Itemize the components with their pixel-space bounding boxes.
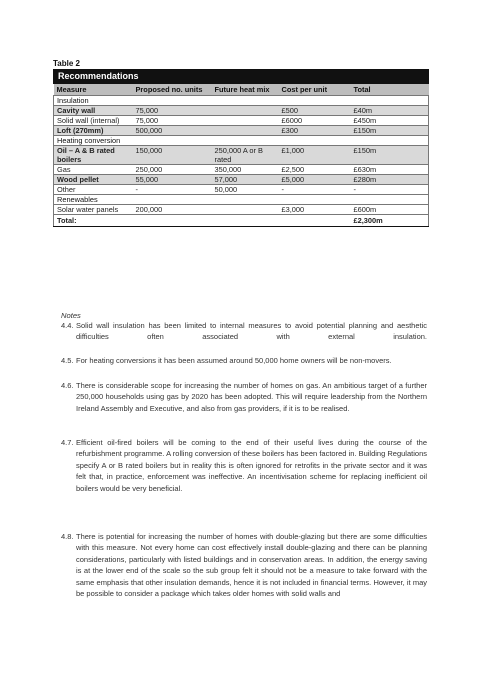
cell-measure: Solar water panels <box>54 205 133 215</box>
cell-units: 75,000 <box>133 106 212 116</box>
note-number: 4.7. <box>61 438 74 447</box>
total-value: £2,300m <box>351 215 429 227</box>
note-item <box>61 355 427 366</box>
cell-mix: 50,000 <box>212 185 279 195</box>
cell-total: £600m <box>351 205 429 215</box>
column-header: Proposed no. units <box>133 84 212 96</box>
cell-mix <box>212 116 279 126</box>
note-number: 4.6. <box>61 381 74 390</box>
column-header: Future heat mix <box>212 84 279 96</box>
cell-units: - <box>133 185 212 195</box>
column-header: Total <box>351 84 429 96</box>
column-header: Measure <box>54 84 133 96</box>
table-row <box>54 205 429 215</box>
cell-measure: Wood pellet <box>54 175 133 185</box>
cell-total: £40m <box>351 106 429 116</box>
total-empty-cell <box>279 215 351 227</box>
total-empty-cell <box>133 215 212 227</box>
cell-total: £150m <box>351 126 429 136</box>
cell-cost: £6000 <box>279 116 351 126</box>
section-label: Renewables <box>54 195 429 205</box>
note-number: 4.5. <box>61 356 74 365</box>
cell-cost: £1,000 <box>279 146 351 165</box>
note-number: 4.4. <box>61 321 74 330</box>
table-section-row <box>54 136 429 146</box>
table-header-row <box>54 84 429 96</box>
cell-total: £280m <box>351 175 429 185</box>
table-title: Recommendations <box>54 70 429 84</box>
cell-measure: Oil – A & B rated boilers <box>54 146 133 165</box>
table-section-row <box>54 195 429 205</box>
total-empty-cell <box>212 215 279 227</box>
cell-measure: Cavity wall <box>54 106 133 116</box>
table-total-row <box>54 215 429 227</box>
note-item <box>61 380 427 414</box>
cell-mix: 57,000 <box>212 175 279 185</box>
cell-cost: £500 <box>279 106 351 116</box>
cell-mix <box>212 106 279 116</box>
note-text: There is considerable scope for increasing the number of homes on gas. An ambitious target of a further 250,000 households using gas by 2020 has been adopted. This will require leadership from the Northern Ireland Assembly and Executive, and also from gas providers, if it is to be realised. <box>76 381 427 413</box>
cell-cost: - <box>279 185 351 195</box>
cell-mix: 350,000 <box>212 165 279 175</box>
cell-measure: Loft (270mm) <box>54 126 133 136</box>
column-header: Cost per unit <box>279 84 351 96</box>
cell-measure: Gas <box>54 165 133 175</box>
section-label: Heating conversion <box>54 136 429 146</box>
note-text: Efficient oil-fired boilers will be coming to the end of their useful lives during the course of the refurbishment programme. A rolling conversion of these boilers has been factored in. Building Regulations specify A or B rated boilers but in reality this is often ignored for retrofits in the private sector and it was felt that, in practice, enforcement was ineffective. An incentivisation scheme for replacing inefficient oil boilers would be very beneficial. <box>76 438 427 493</box>
section-label: Insulation <box>54 96 429 106</box>
cell-total: £450m <box>351 116 429 126</box>
cell-units: 250,000 <box>133 165 212 175</box>
cell-units: 75,000 <box>133 116 212 126</box>
table-title-row <box>54 70 429 84</box>
cell-cost: £5,000 <box>279 175 351 185</box>
cell-measure: Other <box>54 185 133 195</box>
cell-units: 500,000 <box>133 126 212 136</box>
table-row <box>54 146 429 165</box>
note-text: Solid wall insulation has been limited to internal measures to avoid potential planning and aesthetic difficulties often associated with external insulation. <box>76 321 427 342</box>
cell-units: 55,000 <box>133 175 212 185</box>
cell-mix: 250,000 A or B rated <box>212 146 279 165</box>
note-item <box>61 531 427 599</box>
cell-mix <box>212 205 279 215</box>
cell-cost: £2,500 <box>279 165 351 175</box>
cell-units: 150,000 <box>133 146 212 165</box>
cell-total: - <box>351 185 429 195</box>
recommendations-table <box>53 69 429 227</box>
table-caption: Table 2 <box>53 59 80 68</box>
table-section-row <box>54 96 429 106</box>
cell-total: £150m <box>351 146 429 165</box>
cell-units: 200,000 <box>133 205 212 215</box>
cell-mix <box>212 126 279 136</box>
cell-total: £630m <box>351 165 429 175</box>
note-item <box>61 320 427 343</box>
notes-heading: Notes <box>61 311 81 320</box>
table-row <box>54 185 429 195</box>
table-row <box>54 116 429 126</box>
table-row <box>54 165 429 175</box>
cell-cost: £3,000 <box>279 205 351 215</box>
note-text: For heating conversions it has been assumed around 50,000 home owners will be non-movers. <box>76 356 392 365</box>
note-number: 4.8. <box>61 532 74 541</box>
total-label: Total: <box>54 215 133 227</box>
table-row <box>54 175 429 185</box>
note-text: There is potential for increasing the number of homes with double-glazing but there are some difficulties with this measure. Not every home can cost effectively install double-glazing and there can be planning considerations, particularly with listed buildings and in conservation areas. In addition, the energy saving is at the lower end of the scale so the sub group felt it should not be a measure to take forward with the same emphasis that other insulation demands, hence it is not included in financial terms. However, it may be possible to consider a package which takes older homes with solid walls and <box>76 532 427 599</box>
table-row <box>54 126 429 136</box>
table-row <box>54 106 429 116</box>
cell-cost: £300 <box>279 126 351 136</box>
cell-measure: Solid wall (internal) <box>54 116 133 126</box>
note-item <box>61 437 427 494</box>
